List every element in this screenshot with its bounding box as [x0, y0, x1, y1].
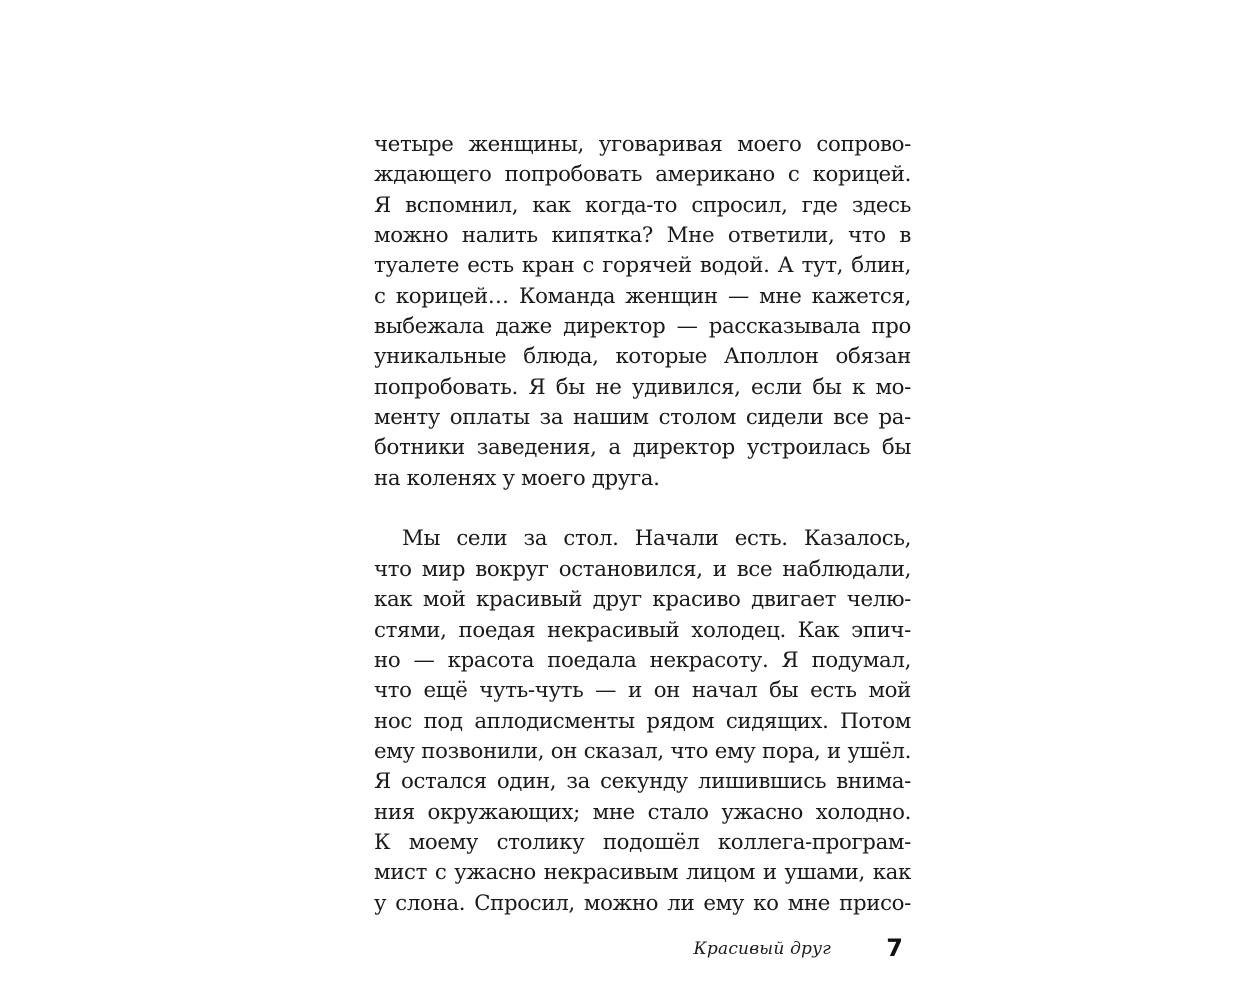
text-line: четыре женщины, уговаривая моего сопрово- — [374, 132, 911, 157]
text-line: Я остался один, за секунду лишившись внима- — [374, 769, 911, 795]
text-line: менту оплаты за нашим столом сидели все ра- — [374, 405, 911, 431]
paragraph-1 — [374, 130, 911, 494]
page-footer — [374, 936, 911, 966]
text-line: ботники заведения, а директор устроилась бы — [374, 435, 911, 461]
body-text — [374, 130, 911, 919]
text-line: можно налить кипятка? Мне ответили, что в — [374, 223, 911, 249]
text-line: К моему столику подошёл коллега-програм- — [374, 829, 911, 855]
text-line: стями, поедая некрасивый холодец. Как эпич- — [374, 617, 911, 643]
text-line: но — красота поедала некрасоту. Я подумал, — [374, 647, 911, 673]
page-number: 7 — [886, 934, 903, 962]
text-line: мист с ужасно некрасивым лицом и ушами, как — [374, 860, 911, 886]
text-line: туалете есть кран с горячей водой. А тут, блин, — [374, 253, 911, 279]
text-line: ему позвонили, он сказал, что ему пора, и ушёл. — [374, 738, 911, 764]
text-line: Я вспомнил, как когда-то спросил, где здесь — [374, 192, 911, 218]
text-line: ждающего попробовать американо с корицей. — [374, 162, 911, 188]
text-line: выбежала даже директор — рассказывала про — [374, 314, 911, 340]
text-line: уникальные блюда, которые Аполлон обязан — [374, 344, 911, 370]
text-line: что ещё чуть-чуть — и он начал бы есть мой — [374, 678, 911, 704]
paragraph-2 — [374, 524, 911, 918]
text-line: как мой красивый друг красиво двигает челю- — [374, 587, 911, 613]
text-line: с корицей… Команда женщин — мне кажется, — [374, 283, 911, 309]
text-line: нос под аплодисменты рядом сидящих. Потом — [374, 708, 911, 734]
text-line: ния окружающих; мне стало ужасно холодно. — [374, 799, 911, 825]
text-line: у слона. Спросил, можно ли ему ко мне присо- — [374, 890, 911, 916]
text-line: Мы сели за стол. Начали есть. Казалось, — [402, 526, 911, 552]
text-line: что мир вокруг остановился, и все наблюдали, — [374, 556, 911, 582]
running-title: Красивый друг — [693, 939, 831, 959]
paragraph-gap — [374, 494, 911, 524]
text-line: на коленях у моего друга. — [374, 465, 660, 491]
text-line: попробовать. Я бы не удивился, если бы к мо- — [374, 374, 911, 400]
